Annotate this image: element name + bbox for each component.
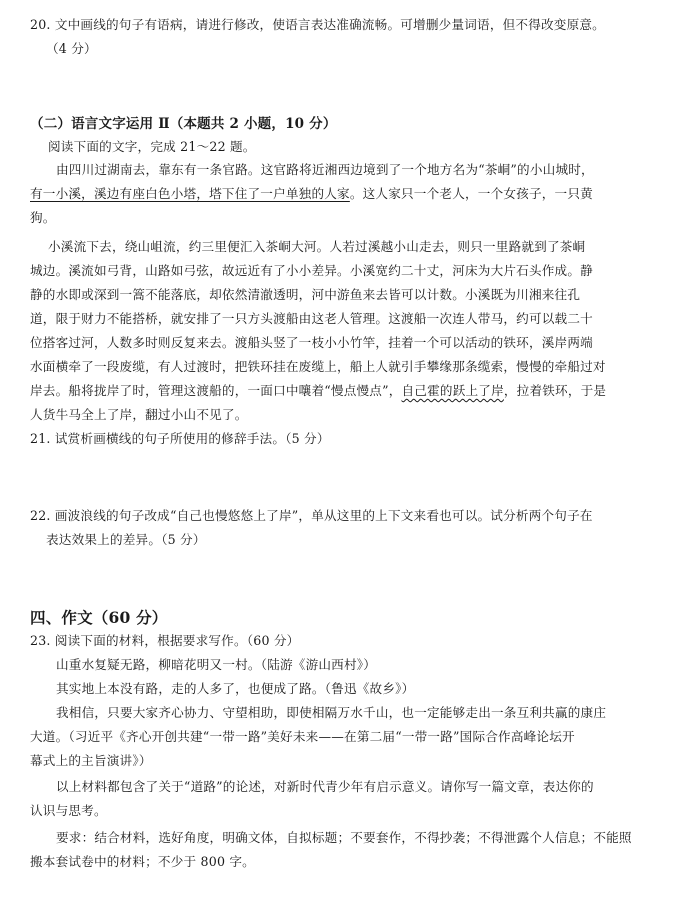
writing-prompt-line2: 认识与思考。 [30,803,107,818]
passage-p1-line3: 狗。 [30,210,56,225]
writing-requirements-line1: 要求：结合材料，选好角度，明确文体，自拟标题；不要套作，不得抄袭；不得泄露个人信息；不能照 [56,830,632,845]
section-4-title: 四、作文（60 分） [30,608,168,627]
material-3-line1: 我相信，只要大家齐心协力、守望相助，即使相隔万水千山，也一定能够走出一条互利共赢的康庄 [56,705,607,720]
passage-p1-line2 [30,186,593,202]
wavy-underlined-sentence: 自己霍的跃上了岸 [401,383,504,398]
passage-p2-line5: 位搭客过河，人数多时则反复来去。渡船头竖了一枝小小竹竿，挂着一个可以活动的铁环，溪岸两端 [30,335,593,350]
writing-prompt-line1: 以上材料都包含了关于“道路”的论述，对新时代青少年有启示意义。请你写一篇文章，表达你的 [56,779,594,794]
passage-p2-line7-rest: ，拉着铁环，于是 [503,383,607,398]
section-2-title: （二）语言文字运用 Ⅱ（本题共 2 小题，10 分） [30,116,337,132]
passage-p2-line7 [30,383,606,399]
question-22-line2: 表达效果上的差异。（5 分） [46,532,206,547]
material-3-line2: 大道。（习近平《齐心开创共建“一带一路”美好未来——在第二届“一带一路”国际合作高峰论坛开 [30,729,575,744]
passage-p2-line4: 道，限于财力不能搭桥，就安排了一只方头渡船由这老人管理。这渡船一次连人带马，约可以载二十 [30,311,593,326]
passage-p2-line6: 水面横牵了一段废缆，有人过渡时，把铁环挂在废缆上，船上人就引手攀缘那条缆索，慢慢的牵船过对 [30,359,606,374]
writing-requirements-line2: 搬本套试卷中的材料；不少于 800 字。 [30,854,255,869]
passage-p1-line2-rest: 。这人家只一个老人，一个女孩子，一只黄 [349,186,593,201]
passage-p2-line8: 人货牛马全上了岸，翻过小山不见了。 [30,407,248,422]
passage-p2-line1: 小溪流下去，绕山岨流，约三里便汇入茶峒大河。人若过溪越小山走去，则只一里路就到了茶峒 [48,239,586,254]
question-20-points: （4 分） [46,41,97,56]
material-1: 山重水复疑无路，柳暗花明又一村。（陆游《游山西村》） [56,657,377,672]
passage-p2-line2: 城边。溪流如弓背，山路如弓弦，故远近有了小小差异。小溪宽约二十丈，河床为大片石头作成。静 [30,263,593,278]
question-23-intro: 23. 阅读下面的材料，根据要求写作。（60 分） [30,633,300,648]
passage-p2-line7-start: 岸去。船将拢岸了时，管理这渡船的，一面口中嚷着“慢点慢点”， [30,383,402,398]
question-21-text: 21. 试赏析画横线的句子所使用的修辞手法。（5 分） [30,431,330,446]
reading-instruction: 阅读下面的文字，完成 21～22 题。 [48,139,256,154]
question-20-text: 20. 文中画线的句子有语病，请进行修改，使语言表达准确流畅。可增删少量词语，但不得改变原意。 [30,17,605,32]
material-2: 其实地上本没有路，走的人多了，也便成了路。（鲁迅《故乡》） [56,681,415,696]
underlined-sentence: 有一小溪，溪边有座白色小塔，塔下住了一户单独的人家 [30,186,350,201]
question-22-line1: 22. 画波浪线的句子改成“自己也慢悠悠上了岸”，单从这里的上下文来看也可以。试分析两个句子在 [30,508,593,523]
material-3-line3: 幕式上的主旨演讲》） [30,753,152,768]
passage-p1-line1: 由四川过湖南去，靠东有一条官路。这官路将近湘西边境到了一个地方名为“茶峒”的小山城时， [56,162,594,177]
passage-p2-line3: 静的水即或深到一篙不能落底，却依然清澈透明，河中游鱼来去皆可以计数。小溪既为川湘来往孔 [30,287,581,302]
